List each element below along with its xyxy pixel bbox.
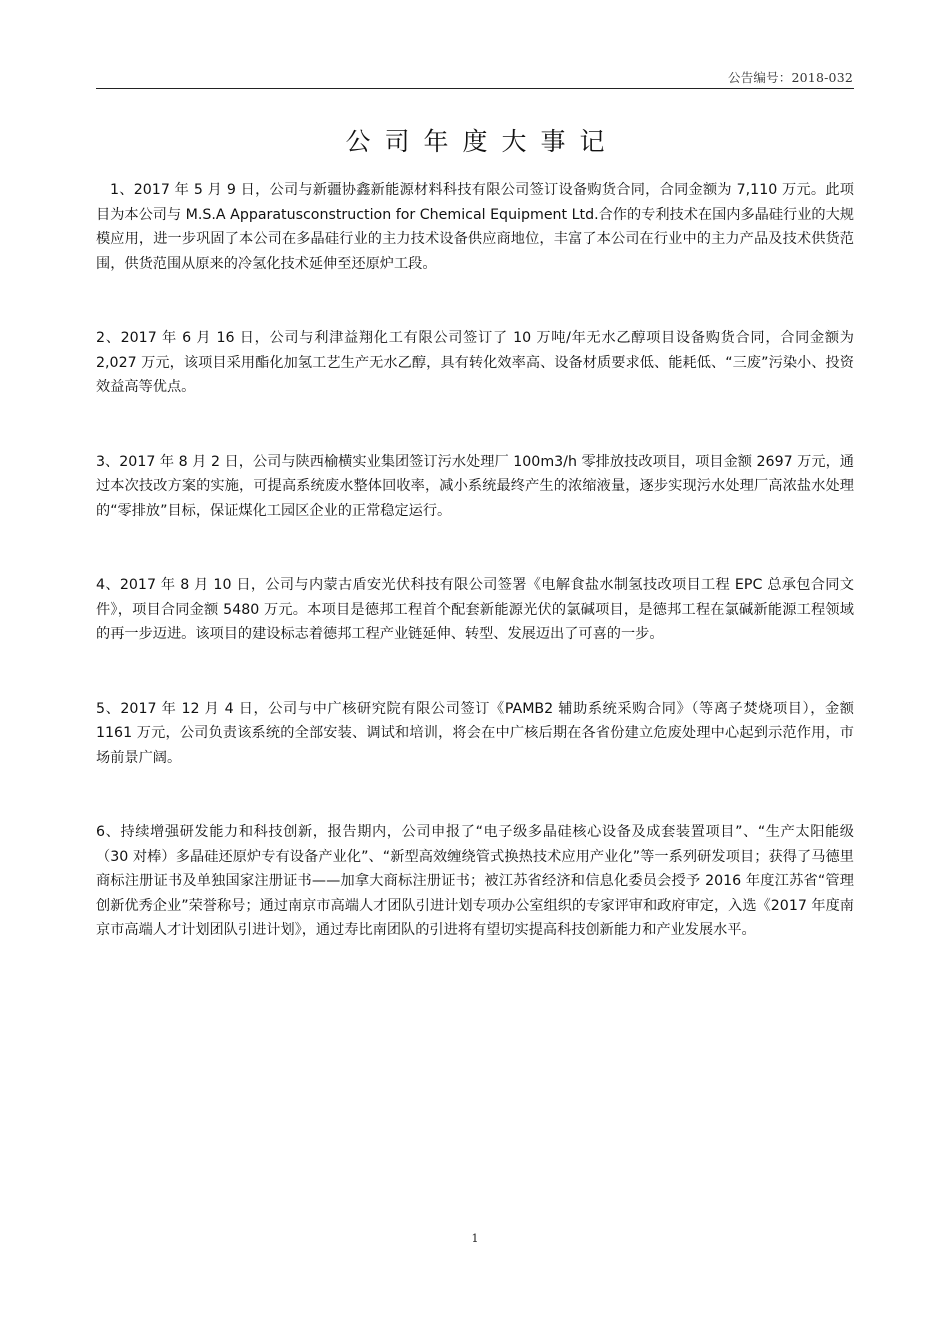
- header-divider: [96, 88, 854, 89]
- document-body: [96, 178, 854, 993]
- event-paragraph-4: 4、2017 年 8 月 10 日，公司与内蒙古盾安光伏科技有限公司签署《电解食盐水制氢技改项目工程 EPC 总承包合同文件》，项目合同金额 5480 万元。本项目是德邦工程首个配套新能源光伏的氯碱项目，是德邦工程在氯碱新能源工程领域的再一步迈进。该项目的建设标志着德邦工程产业链延伸、转型、发展迈出了可喜的一步。: [96, 577, 854, 642]
- event-paragraph-5: 5、2017 年 12 月 4 日，公司与中广核研究院有限公司签订《PAMB2 辅助系统采购合同》（等离子焚烧项目），金额 1161 万元，公司负责该系统的全部安装、调试和培训，将会在中广核后期在各省份建立危废处理中心起到示范作用，市场前景广阔。: [96, 700, 854, 766]
- document-title: 公司年度大事记: [345, 127, 619, 156]
- event-paragraph-3: 3、2017 年 8 月 2 日，公司与陕西榆横实业集团签订污水处理厂 100m3/h 零排放技改项目，项目金额 2697 万元，通过本次技改方案的实施，可提高系统废水整体回收率，减小系统最终产生的浓缩液量，逐步实现污水处理厂高浓盐水处理的“零排放”目标，保证煤化工园区企业的正常稳定运行。: [96, 453, 854, 519]
- event-paragraph-2: 2、2017 年 6 月 16 日，公司与利津益翔化工有限公司签订了 10 万吨/年无水乙醇项目设备购货合同，合同金额为 2,027 万元，该项目采用酯化加氢工艺生产无水乙醇，具有转化效率高、设备材质要求低、能耗低、“三废”污染小、投资效益高等优点。: [96, 330, 854, 395]
- event-paragraph-6: 6、持续增强研发能力和科技创新，报告期内，公司申报了“电子级多晶硅核心设备及成套装置项目”、“生产太阳能级（30 对棒）多晶硅还原炉专有设备产业化”、“新型高效缠绕管式换热技术应用产业化”等一系列研发项目；获得了马德里商标注册证书及单独国家注册证书——加拿大商标注册证书；被江苏省经济和信息化委员会授予 2016 年度江苏省“管理创新优秀企业”荣誉称号；通过南京市高端人才团队引进计划专项办公室组织的专家评审和政府审定，入选《2017 年度南京市高端人才计划团队引进计划》，通过寿比南团队的引进将有望切实提高科技创新能力和产业发展水平。: [96, 824, 854, 938]
- announcement-number: 公告编号：2018-032: [728, 70, 853, 85]
- event-paragraph-1: 1、2017 年 5 月 9 日，公司与新疆协鑫新能源材料科技有限公司签订设备购货合同，合同金额为 7,110 万元。此项目为本公司与 M.S.A Apparatusconstruction for Chemical Equipment Ltd.合作的专利技术在国内多晶硅行业的大规模应用，进一步巩固了本公司在多晶硅行业的主力技术设备供应商地位，丰富了本公司在行业中的主力产品及技术供货范围，供货范围从原来的冷氢化技术延伸至还原炉工段。: [96, 182, 854, 272]
- page-number: 1: [471, 1232, 479, 1245]
